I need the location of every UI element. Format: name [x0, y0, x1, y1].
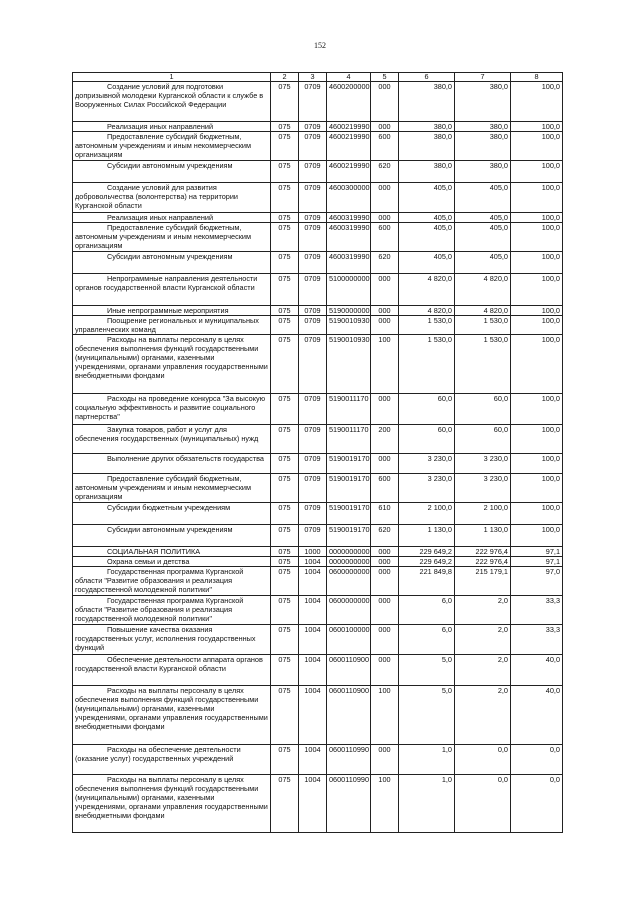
- razdel-cell: 0709: [299, 223, 327, 252]
- expense-type-cell: 610: [371, 503, 399, 525]
- table-row: [73, 335, 563, 394]
- percent-cell: 100,0: [511, 474, 563, 503]
- razdel-cell: 0709: [299, 474, 327, 503]
- vedomstvo-cell: 075: [271, 213, 299, 223]
- vedomstvo-cell: 075: [271, 425, 299, 454]
- percent-cell: 100,0: [511, 306, 563, 316]
- table-row: [73, 474, 563, 503]
- vedomstvo-cell: 075: [271, 274, 299, 306]
- row-name-cell: Предоставление субсидий бюджетным, автономным учреждениям и иным некоммерческим организациям: [73, 223, 271, 252]
- fact-cell: 2,0: [455, 596, 511, 625]
- vedomstvo-cell: 075: [271, 82, 299, 122]
- expense-type-cell: 000: [371, 596, 399, 625]
- table-row: [73, 213, 563, 223]
- razdel-cell: 1004: [299, 567, 327, 596]
- razdel-cell: 0709: [299, 454, 327, 474]
- razdel-cell: 0709: [299, 122, 327, 132]
- expense-type-cell: 000: [371, 183, 399, 213]
- table-body: [73, 73, 563, 833]
- razdel-cell: 0709: [299, 525, 327, 547]
- target-article-cell: 4600319990: [327, 213, 371, 223]
- expense-type-cell: 620: [371, 161, 399, 183]
- vedomstvo-cell: 075: [271, 316, 299, 335]
- plan-cell: 229 649,2: [399, 557, 455, 567]
- table-row: [73, 567, 563, 596]
- row-name-cell: Выполнение других обязательств государства: [73, 454, 271, 474]
- table-row: [73, 625, 563, 655]
- target-article-cell: 4600319990: [327, 252, 371, 274]
- fact-cell: 1 530,0: [455, 316, 511, 335]
- percent-cell: 97,1: [511, 557, 563, 567]
- row-name-cell: Субсидии бюджетным учреждениям: [73, 503, 271, 525]
- percent-cell: 97,0: [511, 567, 563, 596]
- plan-cell: 1 530,0: [399, 335, 455, 394]
- table-row: [73, 394, 563, 425]
- fact-cell: 222 976,4: [455, 547, 511, 557]
- percent-cell: 0,0: [511, 745, 563, 775]
- table-row: [73, 306, 563, 316]
- plan-cell: 1,0: [399, 745, 455, 775]
- expense-type-cell: 000: [371, 316, 399, 335]
- table-row: [73, 183, 563, 213]
- vedomstvo-cell: 075: [271, 454, 299, 474]
- expense-type-cell: 620: [371, 525, 399, 547]
- target-article-cell: 0000000000: [327, 547, 371, 557]
- fact-cell: 380,0: [455, 82, 511, 122]
- row-name-cell: Создание условий для подготовки допризывной молодежи Курганской области к службе в Вооруженных Силах Российской Федерации: [73, 82, 271, 122]
- plan-cell: 5,0: [399, 686, 455, 745]
- percent-cell: 40,0: [511, 686, 563, 745]
- plan-cell: 405,0: [399, 183, 455, 213]
- expense-type-cell: 000: [371, 454, 399, 474]
- fact-cell: 405,0: [455, 213, 511, 223]
- header-cell: 2: [271, 73, 299, 82]
- expense-type-cell: 600: [371, 223, 399, 252]
- fact-cell: 2,0: [455, 625, 511, 655]
- expense-type-cell: 000: [371, 547, 399, 557]
- fact-cell: 3 230,0: [455, 474, 511, 503]
- fact-cell: 405,0: [455, 223, 511, 252]
- budget-table: [72, 72, 563, 833]
- table-row: [73, 425, 563, 454]
- vedomstvo-cell: 075: [271, 503, 299, 525]
- row-name-cell: Поощрение региональных и муниципальных управленческих команд: [73, 316, 271, 335]
- row-name-cell: Предоставление субсидий бюджетным, автономным учреждениям и иным некоммерческим организациям: [73, 132, 271, 161]
- target-article-cell: 0000000000: [327, 557, 371, 567]
- target-article-cell: 5190011170: [327, 394, 371, 425]
- page-number: 152: [314, 41, 326, 50]
- vedomstvo-cell: 075: [271, 557, 299, 567]
- razdel-cell: 1000: [299, 547, 327, 557]
- vedomstvo-cell: 075: [271, 183, 299, 213]
- vedomstvo-cell: 075: [271, 223, 299, 252]
- fact-cell: 0,0: [455, 775, 511, 833]
- vedomstvo-cell: 075: [271, 745, 299, 775]
- razdel-cell: 0709: [299, 425, 327, 454]
- fact-cell: 405,0: [455, 252, 511, 274]
- table-row: [73, 686, 563, 745]
- target-article-cell: 5190010930: [327, 335, 371, 394]
- table-row: [73, 503, 563, 525]
- plan-cell: 6,0: [399, 625, 455, 655]
- row-name-cell: Расходы на проведение конкурса "За высокую социальную эффективность и развитие социального партнерства": [73, 394, 271, 425]
- table-row: [73, 655, 563, 686]
- row-name-cell: Государственная программа Курганской области "Развитие образования и реализация государственной молодежной политики": [73, 567, 271, 596]
- fact-cell: 60,0: [455, 425, 511, 454]
- expense-type-cell: 000: [371, 394, 399, 425]
- percent-cell: 100,0: [511, 394, 563, 425]
- fact-cell: 4 820,0: [455, 274, 511, 306]
- percent-cell: 97,1: [511, 547, 563, 557]
- header-cell: 6: [399, 73, 455, 82]
- row-name-cell: Обеспечение деятельности аппарата органов государственной власти Курганской области: [73, 655, 271, 686]
- target-article-cell: 5190010930: [327, 316, 371, 335]
- target-article-cell: 5190000000: [327, 306, 371, 316]
- plan-cell: 229 649,2: [399, 547, 455, 557]
- plan-cell: 380,0: [399, 132, 455, 161]
- table-row: [73, 82, 563, 122]
- plan-cell: 4 820,0: [399, 306, 455, 316]
- plan-cell: 5,0: [399, 655, 455, 686]
- target-article-cell: 4600219990: [327, 122, 371, 132]
- fact-cell: 4 820,0: [455, 306, 511, 316]
- razdel-cell: 0709: [299, 82, 327, 122]
- razdel-cell: 0709: [299, 183, 327, 213]
- table-row: [73, 252, 563, 274]
- fact-cell: 380,0: [455, 122, 511, 132]
- razdel-cell: 1004: [299, 775, 327, 833]
- row-name-cell: Расходы на выплаты персоналу в целях обеспечения выполнения функций государственными (муниципальными) органами, казенными учреждениями, органами управления государственными внебюджетными фондами: [73, 686, 271, 745]
- fact-cell: 405,0: [455, 183, 511, 213]
- vedomstvo-cell: 075: [271, 122, 299, 132]
- expense-type-cell: 000: [371, 567, 399, 596]
- table-row: [73, 316, 563, 335]
- expense-type-cell: 000: [371, 82, 399, 122]
- row-name-cell: Субсидии автономным учреждениям: [73, 525, 271, 547]
- table-row: [73, 745, 563, 775]
- expense-type-cell: 100: [371, 686, 399, 745]
- vedomstvo-cell: 075: [271, 132, 299, 161]
- table-row: [73, 161, 563, 183]
- plan-cell: 405,0: [399, 223, 455, 252]
- plan-cell: 1 530,0: [399, 316, 455, 335]
- target-article-cell: 0600000000: [327, 567, 371, 596]
- row-name-cell: Реализация иных направлений: [73, 213, 271, 223]
- row-name-cell: Расходы на выплаты персоналу в целях обеспечения выполнения функций государственными (муниципальными) органами, казенными учреждениями, органами управления государственными внебюджетными фондами: [73, 775, 271, 833]
- fact-cell: 380,0: [455, 132, 511, 161]
- row-name-cell: Предоставление субсидий бюджетным, автономным учреждениям и иным некоммерческим организациям: [73, 474, 271, 503]
- expense-type-cell: 000: [371, 122, 399, 132]
- header-cell: 3: [299, 73, 327, 82]
- target-article-cell: 0600000000: [327, 596, 371, 625]
- target-article-cell: 4600319990: [327, 223, 371, 252]
- row-name-cell: Непрограммные направления деятельности органов государственной власти Курганской области: [73, 274, 271, 306]
- row-name-cell: Расходы на обеспечение деятельности (оказание услуг) государственных учреждений: [73, 745, 271, 775]
- fact-cell: 3 230,0: [455, 454, 511, 474]
- percent-cell: 33,3: [511, 596, 563, 625]
- razdel-cell: 0709: [299, 394, 327, 425]
- row-name-cell: Государственная программа Курганской области "Развитие образования и реализация государственной молодежной политики": [73, 596, 271, 625]
- target-article-cell: 0600100000: [327, 625, 371, 655]
- percent-cell: 100,0: [511, 425, 563, 454]
- row-name-cell: Повышение качества оказания государственных услуг, исполнения государственных функций: [73, 625, 271, 655]
- table-row: [73, 775, 563, 833]
- plan-cell: 6,0: [399, 596, 455, 625]
- plan-cell: 1 130,0: [399, 525, 455, 547]
- target-article-cell: 0600110900: [327, 655, 371, 686]
- expense-type-cell: 200: [371, 425, 399, 454]
- razdel-cell: 0709: [299, 503, 327, 525]
- percent-cell: 100,0: [511, 122, 563, 132]
- header-cell: 8: [511, 73, 563, 82]
- fact-cell: 215 179,1: [455, 567, 511, 596]
- razdel-cell: 0709: [299, 132, 327, 161]
- row-name-cell: Иные непрограммные мероприятия: [73, 306, 271, 316]
- percent-cell: 100,0: [511, 252, 563, 274]
- percent-cell: 100,0: [511, 82, 563, 122]
- razdel-cell: 1004: [299, 655, 327, 686]
- razdel-cell: 1004: [299, 625, 327, 655]
- table-row: [73, 596, 563, 625]
- target-article-cell: 5190011170: [327, 425, 371, 454]
- expense-type-cell: 000: [371, 557, 399, 567]
- table-header-row: [73, 73, 563, 82]
- target-article-cell: 4600219990: [327, 132, 371, 161]
- plan-cell: 380,0: [399, 82, 455, 122]
- vedomstvo-cell: 075: [271, 655, 299, 686]
- plan-cell: 60,0: [399, 394, 455, 425]
- plan-cell: 380,0: [399, 122, 455, 132]
- fact-cell: 222 976,4: [455, 557, 511, 567]
- percent-cell: 40,0: [511, 655, 563, 686]
- percent-cell: 100,0: [511, 503, 563, 525]
- row-name-cell: Реализация иных направлений: [73, 122, 271, 132]
- header-cell: 7: [455, 73, 511, 82]
- plan-cell: 60,0: [399, 425, 455, 454]
- razdel-cell: 1004: [299, 557, 327, 567]
- expense-type-cell: 000: [371, 745, 399, 775]
- percent-cell: 100,0: [511, 213, 563, 223]
- razdel-cell: 1004: [299, 745, 327, 775]
- table-row: [73, 557, 563, 567]
- fact-cell: 2,0: [455, 686, 511, 745]
- target-article-cell: 4600300000: [327, 183, 371, 213]
- expense-type-cell: 000: [371, 306, 399, 316]
- target-article-cell: 5100000000: [327, 274, 371, 306]
- percent-cell: 100,0: [511, 132, 563, 161]
- expense-type-cell: 600: [371, 132, 399, 161]
- razdel-cell: 0709: [299, 213, 327, 223]
- row-name-cell: Расходы на выплаты персоналу в целях обеспечения выполнения функций государственными (муниципальными) органами, казенными учреждениями, органами управления государственными внебюджетными фондами: [73, 335, 271, 394]
- table-row: [73, 132, 563, 161]
- header-cell: 1: [73, 73, 271, 82]
- razdel-cell: 0709: [299, 161, 327, 183]
- vedomstvo-cell: 075: [271, 525, 299, 547]
- plan-cell: 1,0: [399, 775, 455, 833]
- table-row: [73, 547, 563, 557]
- target-article-cell: 5190019170: [327, 525, 371, 547]
- target-article-cell: 0600110990: [327, 775, 371, 833]
- percent-cell: 100,0: [511, 183, 563, 213]
- percent-cell: 100,0: [511, 335, 563, 394]
- razdel-cell: 0709: [299, 252, 327, 274]
- expense-type-cell: 620: [371, 252, 399, 274]
- table-row: [73, 223, 563, 252]
- header-cell: 5: [371, 73, 399, 82]
- vedomstvo-cell: 075: [271, 625, 299, 655]
- percent-cell: 100,0: [511, 525, 563, 547]
- plan-cell: 405,0: [399, 252, 455, 274]
- target-article-cell: 0600110990: [327, 745, 371, 775]
- vedomstvo-cell: 075: [271, 306, 299, 316]
- razdel-cell: 1004: [299, 596, 327, 625]
- percent-cell: 100,0: [511, 454, 563, 474]
- plan-cell: 221 849,8: [399, 567, 455, 596]
- row-name-cell: Субсидии автономным учреждениям: [73, 252, 271, 274]
- plan-cell: 380,0: [399, 161, 455, 183]
- vedomstvo-cell: 075: [271, 474, 299, 503]
- header-cell: 4: [327, 73, 371, 82]
- percent-cell: 0,0: [511, 775, 563, 833]
- vedomstvo-cell: 075: [271, 547, 299, 557]
- expense-type-cell: 000: [371, 625, 399, 655]
- percent-cell: 100,0: [511, 316, 563, 335]
- expense-type-cell: 000: [371, 274, 399, 306]
- razdel-cell: 0709: [299, 335, 327, 394]
- fact-cell: 380,0: [455, 161, 511, 183]
- vedomstvo-cell: 075: [271, 567, 299, 596]
- table-row: [73, 274, 563, 306]
- row-name-cell: Охрана семьи и детства: [73, 557, 271, 567]
- expense-type-cell: 600: [371, 474, 399, 503]
- expense-type-cell: 000: [371, 213, 399, 223]
- razdel-cell: 0709: [299, 274, 327, 306]
- percent-cell: 100,0: [511, 274, 563, 306]
- target-article-cell: 4600219990: [327, 161, 371, 183]
- razdel-cell: 1004: [299, 686, 327, 745]
- row-name-cell: СОЦИАЛЬНАЯ ПОЛИТИКА: [73, 547, 271, 557]
- vedomstvo-cell: 075: [271, 252, 299, 274]
- target-article-cell: 0600110900: [327, 686, 371, 745]
- target-article-cell: 5190019170: [327, 474, 371, 503]
- fact-cell: 60,0: [455, 394, 511, 425]
- vedomstvo-cell: 075: [271, 335, 299, 394]
- target-article-cell: 5190019170: [327, 454, 371, 474]
- plan-cell: 3 230,0: [399, 454, 455, 474]
- fact-cell: 2 100,0: [455, 503, 511, 525]
- razdel-cell: 0709: [299, 316, 327, 335]
- fact-cell: 1 530,0: [455, 335, 511, 394]
- plan-cell: 405,0: [399, 213, 455, 223]
- row-name-cell: Закупка товаров, работ и услуг для обеспечения государственных (муниципальных) нужд: [73, 425, 271, 454]
- fact-cell: 0,0: [455, 745, 511, 775]
- vedomstvo-cell: 075: [271, 161, 299, 183]
- vedomstvo-cell: 075: [271, 596, 299, 625]
- target-article-cell: 4600200000: [327, 82, 371, 122]
- vedomstvo-cell: 075: [271, 394, 299, 425]
- vedomstvo-cell: 075: [271, 775, 299, 833]
- expense-type-cell: 100: [371, 775, 399, 833]
- plan-cell: 4 820,0: [399, 274, 455, 306]
- razdel-cell: 0709: [299, 306, 327, 316]
- expense-type-cell: 000: [371, 655, 399, 686]
- target-article-cell: 5190019170: [327, 503, 371, 525]
- expense-type-cell: 100: [371, 335, 399, 394]
- row-name-cell: Субсидии автономным учреждениям: [73, 161, 271, 183]
- table-row: [73, 454, 563, 474]
- table-row: [73, 122, 563, 132]
- percent-cell: 100,0: [511, 161, 563, 183]
- fact-cell: 1 130,0: [455, 525, 511, 547]
- percent-cell: 100,0: [511, 223, 563, 252]
- percent-cell: 33,3: [511, 625, 563, 655]
- plan-cell: 3 230,0: [399, 474, 455, 503]
- table-row: [73, 525, 563, 547]
- vedomstvo-cell: 075: [271, 686, 299, 745]
- plan-cell: 2 100,0: [399, 503, 455, 525]
- fact-cell: 2,0: [455, 655, 511, 686]
- row-name-cell: Создание условий для развития добровольчества (волонтерства) на территории Курганской области: [73, 183, 271, 213]
